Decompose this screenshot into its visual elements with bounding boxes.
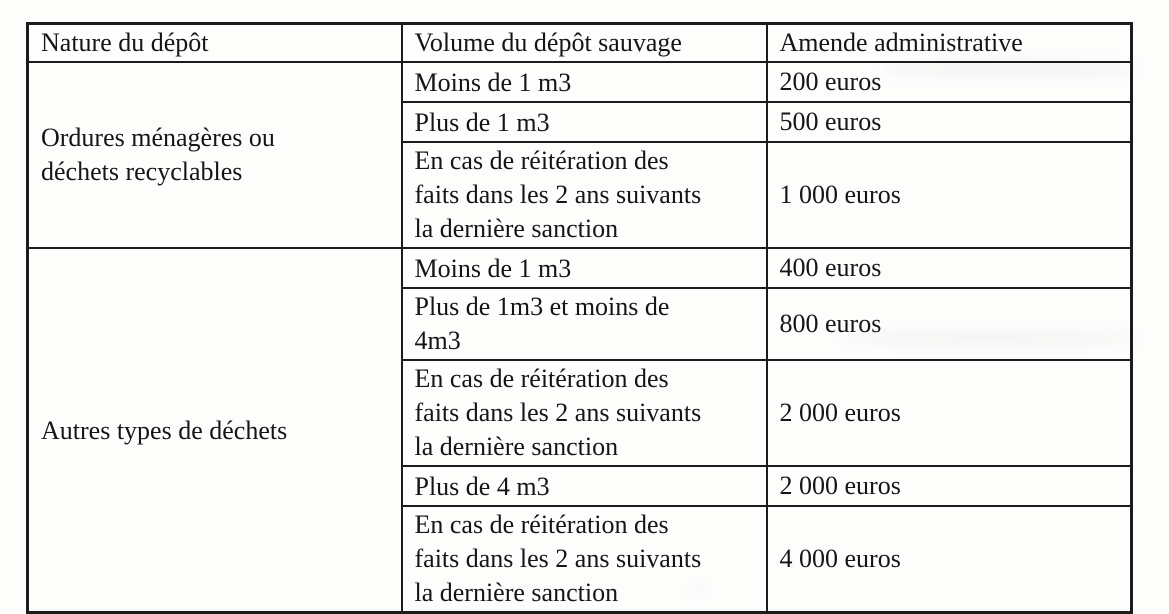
volume-label: Plus de 1m3 et moins de 4m3: [415, 290, 715, 358]
volume-label: En cas de réitération des faits dans les 2 ans suivants la dernière sanction: [415, 508, 715, 610]
cell-volume: [402, 506, 767, 613]
volume-label: Moins de 1 m3: [415, 66, 572, 100]
cell-amende: 800 euros: [767, 288, 1132, 360]
header-cell-volume: Volume du dépôt sauvage: [402, 24, 767, 63]
fines-table: [26, 22, 1133, 614]
volume-label: Moins de 1 m3: [415, 252, 572, 286]
cell-volume: [402, 466, 767, 506]
cell-amende: 2 000 euros: [767, 360, 1132, 466]
nature-group-label: Ordures ménagères ou déchets recyclables: [41, 121, 341, 189]
cell-volume: [402, 62, 767, 102]
nature-group-ordures: [28, 62, 402, 248]
cell-amende: 1 000 euros: [767, 142, 1132, 248]
table-row: [28, 248, 1132, 288]
table-header-row: [28, 24, 1132, 63]
cell-volume: [402, 142, 767, 248]
cell-amende: 400 euros: [767, 248, 1132, 288]
header-cell-nature: Nature du dépôt: [28, 24, 402, 63]
volume-label: Plus de 1 m3: [415, 106, 550, 140]
cell-volume: [402, 360, 767, 466]
cell-volume: [402, 248, 767, 288]
cell-volume: [402, 288, 767, 360]
cell-amende: 500 euros: [767, 102, 1132, 142]
volume-label: En cas de réitération des faits dans les 2 ans suivants la dernière sanction: [415, 144, 715, 246]
volume-label: Plus de 4 m3: [415, 470, 550, 504]
volume-label: En cas de réitération des faits dans les 2 ans suivants la dernière sanction: [415, 362, 715, 464]
cell-amende: 4 000 euros: [767, 506, 1132, 613]
header-cell-amende: Amende administrative: [767, 24, 1132, 63]
nature-group-autres: [28, 248, 402, 613]
cell-volume: [402, 102, 767, 142]
cell-amende: 200 euros: [767, 62, 1132, 102]
cell-amende: 2 000 euros: [767, 466, 1132, 506]
nature-group-label: Autres types de déchets: [41, 414, 287, 448]
table-row: [28, 62, 1132, 102]
